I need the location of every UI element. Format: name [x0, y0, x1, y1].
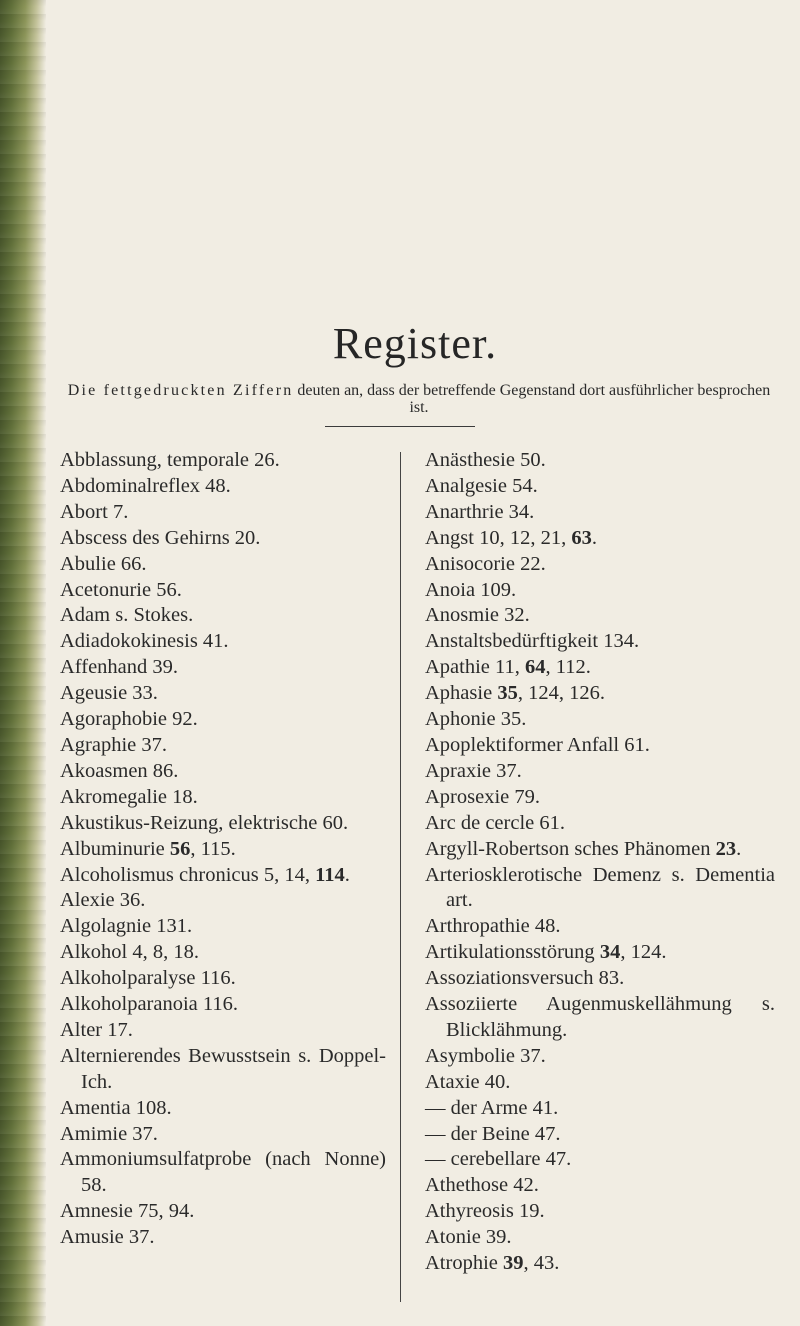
index-entry	[425, 707, 775, 733]
entry-text: Abscess des Gehirns 20.	[60, 526, 261, 549]
entry-text: Alexie 36.	[60, 889, 146, 912]
index-entry	[425, 966, 775, 992]
index-entry	[60, 552, 386, 578]
index-entry	[425, 629, 775, 655]
index-entry	[425, 1251, 775, 1277]
index-entry	[425, 1122, 775, 1148]
index-entry	[425, 500, 775, 526]
entry-tail: .	[591, 526, 597, 549]
index-entry	[60, 914, 386, 940]
index-column-right	[425, 448, 775, 1277]
entry-text: Athyreosis 19.	[425, 1200, 545, 1223]
spine-texture	[0, 0, 46, 1326]
index-entry	[425, 1173, 775, 1199]
index-entry	[60, 940, 386, 966]
entry-text: Amentia 108.	[60, 1096, 172, 1119]
index-entry	[425, 759, 775, 785]
entry-bold-page: 34	[599, 941, 621, 964]
entry-text: Akustikus-Reizung, elektrische 60.	[60, 811, 349, 834]
entry-text: Amusie 37.	[60, 1226, 155, 1249]
index-entry	[60, 759, 386, 785]
entry-bold-page: 114	[315, 863, 345, 886]
index-entry	[425, 1096, 775, 1122]
entry-text: Alkoholparanoia 116.	[60, 993, 239, 1016]
index-entry	[60, 707, 386, 733]
entry-text: Ammoniumsulfatprobe (nach Nonne) 58.	[60, 1148, 386, 1197]
entry-tail: , 112.	[545, 656, 591, 679]
index-entry	[425, 1225, 775, 1251]
entry-text: — der Arme 41.	[425, 1096, 559, 1119]
entry-text: Apoplektiformer Anfall 61.	[425, 733, 650, 756]
entry-tail: , 115.	[190, 837, 236, 860]
entry-text: Atonie 39.	[425, 1226, 512, 1249]
entry-text: Anoia 109.	[425, 578, 517, 601]
entry-text: Arthropathie 48.	[425, 915, 561, 938]
index-entry	[60, 1147, 386, 1199]
entry-text: Agraphie 37.	[60, 733, 168, 756]
index-entry	[60, 500, 386, 526]
entry-text: Analgesie 54.	[425, 474, 538, 497]
entry-text: Anosmie 32.	[425, 604, 530, 627]
index-entry	[425, 448, 775, 474]
entry-text: Abdominalreflex 48.	[60, 474, 231, 497]
index-entry	[425, 474, 775, 500]
entry-text: Apathie 11,	[425, 656, 526, 679]
entry-text: Albuminurie	[60, 837, 170, 860]
index-entry	[60, 1096, 386, 1122]
index-entry	[60, 474, 386, 500]
entry-bold-page: 39	[503, 1252, 524, 1275]
entry-text: Assoziationsversuch 83.	[425, 967, 625, 990]
entry-text: Anarthrie 34.	[425, 500, 535, 523]
index-entry	[425, 1199, 775, 1225]
index-entry	[60, 888, 386, 914]
index-entry	[425, 578, 775, 604]
index-entry	[425, 1070, 775, 1096]
index-entry	[60, 1018, 386, 1044]
index-entry	[425, 526, 775, 552]
entry-text: Asymbolie 37.	[425, 1044, 546, 1067]
index-entry	[60, 655, 386, 681]
index-entry	[60, 785, 386, 811]
entry-text: Ageusie 33.	[60, 682, 158, 705]
entry-text: Assoziierte Augenmuskellähmung s. Blicklähmung.	[425, 993, 775, 1041]
index-entry	[60, 526, 386, 552]
bold-numbers-note	[62, 382, 776, 416]
entry-tail: .	[344, 863, 350, 886]
entry-text: Akromegalie 18.	[60, 785, 198, 808]
index-entry	[425, 552, 775, 578]
entry-text: — der Beine 47.	[425, 1122, 561, 1145]
entry-bold-page: 35	[497, 682, 518, 705]
entry-text: Arteriosklerotische Demenz s. Dementia art.	[425, 863, 775, 912]
entry-text: Adam s. Stokes.	[60, 604, 194, 627]
entry-text: Anstaltsbedürftigkeit 134.	[425, 630, 640, 653]
index-entry	[425, 1044, 775, 1070]
entry-text: — cerebellare 47.	[425, 1148, 572, 1171]
entry-text: Agoraphobie 92.	[60, 708, 198, 731]
index-entry	[60, 1225, 386, 1251]
entry-bold-page: 56	[169, 837, 191, 860]
entry-text: Amnesie 75, 94.	[60, 1200, 195, 1223]
entry-text: Alter 17.	[60, 1018, 133, 1041]
index-entry	[60, 1122, 386, 1148]
entry-text: Adiadokokinesis 41.	[60, 630, 229, 653]
entry-text: Argyll-Robertson sches Phänomen	[425, 837, 716, 860]
index-entry	[425, 785, 775, 811]
column-divider	[400, 452, 401, 1302]
note-text: deuten an, dass der betreffende Gegenstand dort ausführlicher besprochen ist.	[293, 382, 771, 416]
entry-text: Angst 10, 12, 21,	[425, 526, 572, 549]
index-entry	[425, 992, 775, 1044]
index-entry	[60, 966, 386, 992]
entry-text: Arc de cercle 61.	[425, 811, 565, 834]
entry-text: Aphasie	[425, 682, 498, 705]
index-entry	[60, 811, 386, 837]
entry-text: Alternierendes Bewusstsein s. Doppel-Ich.	[60, 1044, 386, 1093]
entry-tail: , 124, 126.	[517, 682, 605, 705]
entry-text: Aphonie 35.	[425, 708, 527, 731]
index-entry	[425, 940, 775, 966]
index-entry	[60, 1044, 386, 1096]
index-entry	[425, 811, 775, 837]
entry-text: Athethose 42.	[425, 1174, 539, 1197]
index-entry	[60, 1199, 386, 1225]
entry-text: Amimie 37.	[60, 1122, 158, 1145]
entry-bold-page: 23	[715, 837, 737, 860]
entry-bold-page: 64	[525, 656, 546, 679]
entry-text: Alkohol 4, 8, 18.	[60, 941, 199, 964]
entry-text: Alcoholismus chronicus 5, 14,	[60, 863, 316, 886]
index-entry	[425, 837, 775, 863]
entry-text: Atrophie	[425, 1252, 503, 1275]
index-entry	[60, 992, 386, 1018]
page-title: Register.	[332, 319, 498, 368]
entry-tail: , 124.	[620, 941, 667, 964]
title-divider	[325, 426, 475, 427]
index-entry	[60, 733, 386, 759]
entry-text: Abblassung, temporale 26.	[60, 449, 280, 471]
entry-text: Artikulationsstörung	[425, 941, 600, 964]
entry-text: Abulie 66.	[60, 552, 147, 575]
entry-text: Alkoholparalyse 116.	[60, 967, 236, 990]
entry-text: Ataxie 40.	[425, 1070, 511, 1093]
index-entry	[425, 655, 775, 681]
entry-text: Abort 7.	[60, 500, 129, 523]
entry-bold-page: 63	[571, 526, 592, 549]
entry-text: Akoasmen 86.	[60, 759, 179, 782]
entry-tail: .	[736, 837, 742, 860]
index-entry	[425, 1147, 775, 1173]
index-entry	[425, 863, 775, 915]
index-entry	[60, 863, 386, 889]
index-entry	[60, 448, 386, 474]
entry-text: Apraxie 37.	[425, 759, 522, 782]
entry-text: Aprosexie 79.	[425, 785, 541, 808]
index-entry	[425, 681, 775, 707]
index-entry	[425, 603, 775, 629]
entry-text: Acetonurie 56.	[60, 578, 182, 601]
note-spaced-text: Die fettgedruckten Ziffern	[67, 382, 294, 399]
index-entry	[425, 914, 775, 940]
index-entry	[60, 681, 386, 707]
index-entry	[60, 837, 386, 863]
entry-text: Affenhand 39.	[60, 656, 179, 679]
entry-text: Anästhesie 50.	[425, 449, 546, 471]
index-entry	[425, 733, 775, 759]
index-entry	[60, 603, 386, 629]
entry-text: Anisocorie 22.	[425, 552, 546, 575]
entry-tail: , 43.	[523, 1252, 560, 1275]
index-entry	[60, 578, 386, 604]
index-entry	[60, 629, 386, 655]
entry-text: Algolagnie 131.	[60, 915, 193, 938]
index-column-left	[60, 448, 386, 1251]
